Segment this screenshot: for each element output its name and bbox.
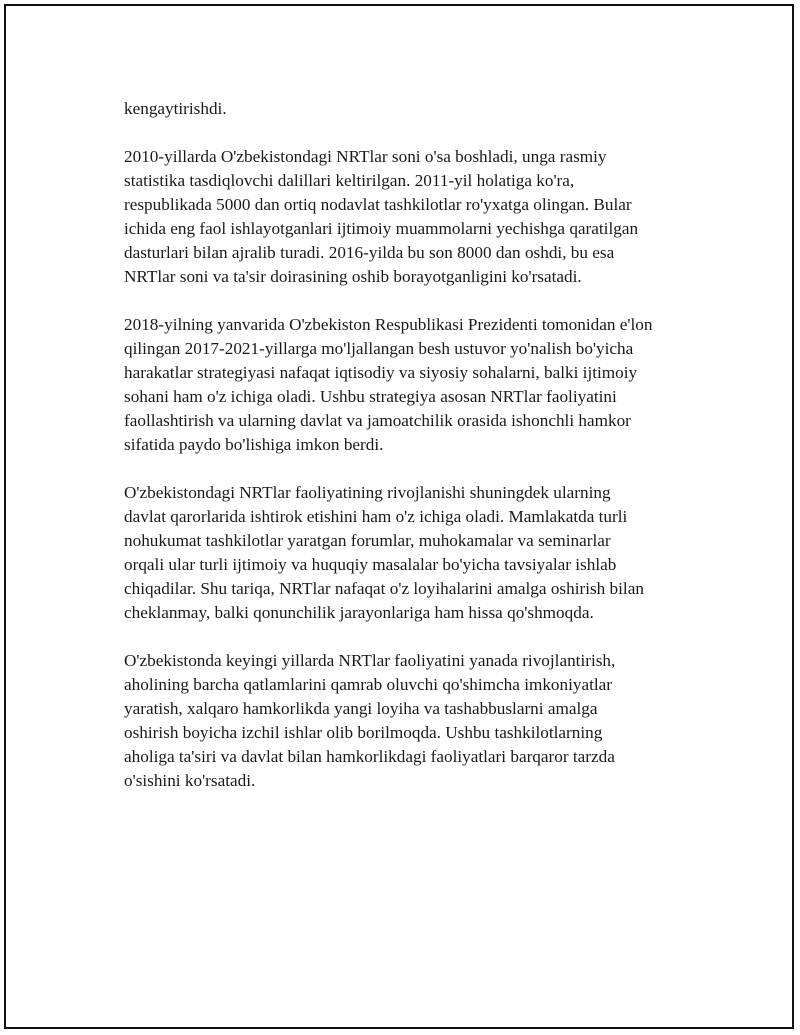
paragraph-2 <box>124 145 704 289</box>
text-line: kengaytirishdi. <box>124 99 227 118</box>
page-frame <box>4 4 794 1029</box>
text-line: sohani ham o'z ichiga oladi. Ushbu strategiya asosan NRTlar faoliyatini <box>124 387 617 406</box>
text-line: yaratish, xalqaro hamkorlikda yangi loyiha va tashabbuslarni amalga <box>124 699 598 718</box>
text-line: harakatlar strategiyasi nafaqat iqtisodiy va siyosiy sohalarni, balki ijtimoiy <box>124 363 638 382</box>
text-line: orqali ular turli ijtimoiy va huquqiy masalalar bo'yicha tavsiyalar ishlab <box>124 555 617 574</box>
text-line: dasturlari bilan ajralib turadi. 2016-yilda bu son 8000 dan oshdi, bu esa <box>124 243 615 262</box>
text-line: ichida eng faol ishlayotganlari ijtimoiy muammolarni yechishga qaratilgan <box>124 219 639 238</box>
text-line: davlat qarorlarida ishtirok etishini ham o'z ichiga oladi. Mamlakatda turli <box>124 507 628 526</box>
paragraph-3 <box>124 313 704 457</box>
text-line: O'zbekistonda keyingi yillarda NRTlar faoliyatini yanada rivojlantirish, <box>124 651 616 670</box>
text-line: cheklanmay, balki qonunchilik jarayonlariga ham hissa qo'shmoqda. <box>124 603 594 622</box>
paragraph-5 <box>124 649 704 793</box>
text-line: aholiga ta'siri va davlat bilan hamkorlikdagi faoliyatlari barqaror tarzda <box>124 747 615 766</box>
text-line: aholining barcha qatlamlarini qamrab oluvchi qo'shimcha imkoniyatlar <box>124 675 613 694</box>
text-line: O'zbekistondagi NRTlar faoliyatining rivojlanishi shuningdek ularning <box>124 483 611 502</box>
text-line: 2010-yillarda O'zbekistondagi NRTlar soni o'sa boshladi, unga rasmiy <box>124 147 607 166</box>
document-body <box>124 97 704 817</box>
text-line: nohukumat tashkilotlar yaratgan forumlar, muhokamalar va seminarlar <box>124 531 611 550</box>
text-line: oshirish boyicha izchil ishlar olib borilmoqda. Ushbu tashkilotlarning <box>124 723 603 742</box>
text-line: chiqadilar. Shu tariqa, NRTlar nafaqat o'z loyihalarini amalga oshirish bilan <box>124 579 644 598</box>
text-line: sifatida paydo bo'lishiga imkon berdi. <box>124 435 384 454</box>
text-line: respublikada 5000 dan ortiq nodavlat tashkilotlar ro'yxatga olingan. Bular <box>124 195 632 214</box>
text-line: statistika tasdiqlovchi dalillari keltirilgan. 2011-yil holatiga ko'ra, <box>124 171 575 190</box>
text-line: NRTlar soni va ta'sir doirasining oshib borayotganligini ko'rsatadi. <box>124 267 582 286</box>
paragraph-4 <box>124 481 704 625</box>
paragraph-1 <box>124 97 704 121</box>
text-line: 2018-yilning yanvarida O'zbekiston Respublikasi Prezidenti tomonidan e'lon <box>124 315 653 334</box>
text-line: faollashtirish va ularning davlat va jamoatchilik orasida ishonchli hamkor <box>124 411 631 430</box>
text-line: o'sishini ko'rsatadi. <box>124 771 256 790</box>
text-line: qilingan 2017-2021-yillarga mo'ljallangan besh ustuvor yo'nalish bo'yicha <box>124 339 634 358</box>
